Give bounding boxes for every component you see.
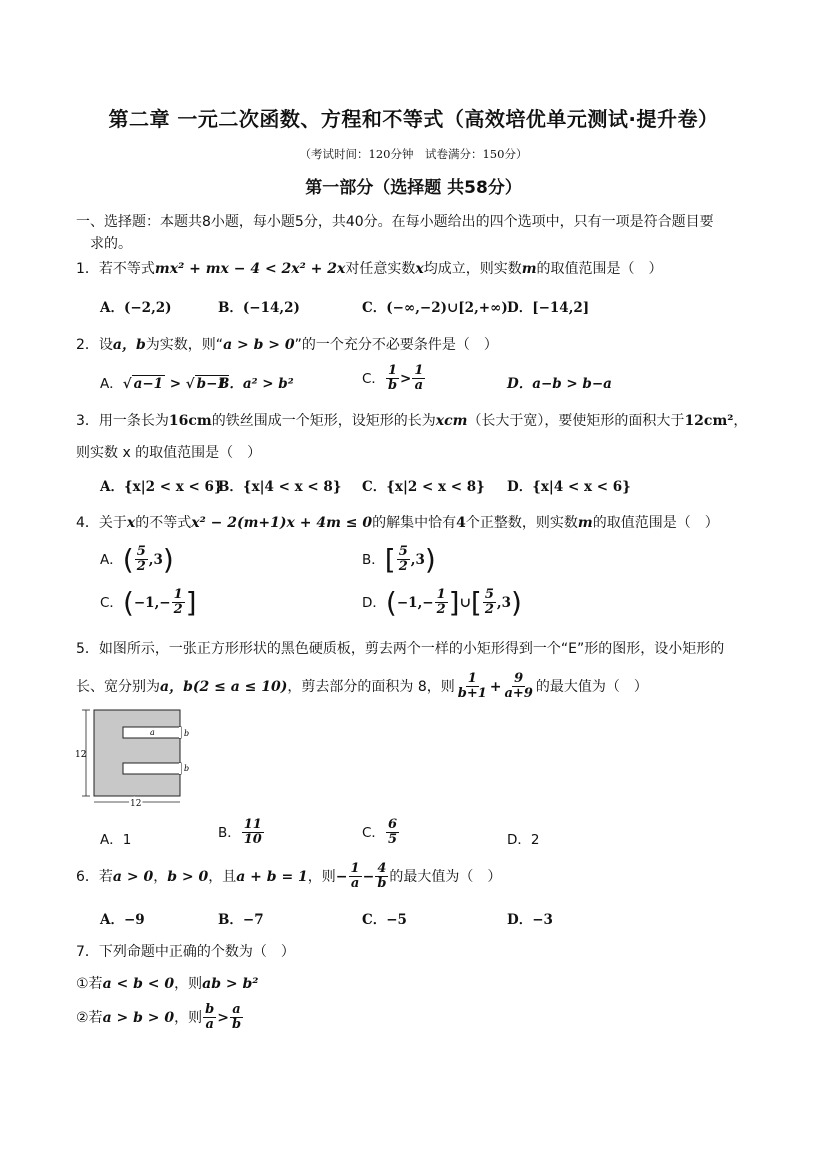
bound: 3 xyxy=(415,551,425,568)
q5-option-b[interactable] xyxy=(218,818,265,848)
frac-den: a xyxy=(414,378,424,394)
e-shape-figure xyxy=(74,706,200,810)
frac-num: 5 xyxy=(398,544,408,559)
option-label: C． xyxy=(100,594,123,611)
gt-sign: > xyxy=(217,1009,229,1026)
q3-option-c[interactable]: C．{x|2 < x < 8} xyxy=(362,479,485,495)
q5-option-c[interactable] xyxy=(362,818,400,848)
q1-option-b[interactable]: B．(−14,2) xyxy=(218,300,300,316)
frac-den: 2 xyxy=(398,559,408,575)
frac-den: 2 xyxy=(136,559,146,575)
q5-text: 的最大值为（ ） xyxy=(535,678,648,695)
frac-num: b xyxy=(205,1002,215,1017)
question-2-stem xyxy=(76,334,498,354)
q5-line1: 5．如图所示，一张正方形形状的黑色硬质板，剪去两个一样的小矩形得到一个“E”形的图形，设小矩形的 xyxy=(76,641,725,657)
q6-cond: a + b = 1 xyxy=(236,868,308,885)
frac-num: 1 xyxy=(387,363,397,378)
statement-label: ①若 xyxy=(76,976,103,992)
q7-cond: a < b < 0 xyxy=(102,976,175,992)
option-label: A． xyxy=(100,376,123,392)
q2-text: 为实数，则“ xyxy=(145,337,224,353)
bound: 3 xyxy=(153,551,163,568)
q6-cond: a > 0 xyxy=(112,868,154,885)
q4-count: 4 xyxy=(456,515,466,531)
q1-var: m xyxy=(521,261,537,277)
q2-a-right: b−1 xyxy=(196,376,227,392)
frac-num: 1 xyxy=(414,363,424,378)
q3-text: ， xyxy=(733,413,748,429)
q3-option-d[interactable]: D．{x|4 < x < 6} xyxy=(507,479,631,495)
q2-a-left: a−1 xyxy=(133,376,164,392)
frac-den: b+1 xyxy=(457,686,487,702)
q2-text: 2．设 xyxy=(76,337,113,353)
frac-num: 5 xyxy=(484,587,494,602)
board-shape xyxy=(94,710,180,796)
q7-result: ab > b² xyxy=(202,976,259,992)
q2-option-a[interactable]: A．√ a−1 > √ b−1 xyxy=(100,376,227,392)
q3-option-b[interactable]: B．{x|4 < x < 8} xyxy=(218,479,342,495)
minus-sign: − xyxy=(362,868,375,885)
section-heading: 第一部分（选择题 共58分） xyxy=(305,178,522,198)
q6-option-a[interactable]: A．−9 xyxy=(100,912,145,928)
q4-expression: x² − 2(m+1)x + 4m ≤ 0 xyxy=(191,515,373,531)
q1-expression: mx² + mx − 4 < 2x² + 2x xyxy=(154,261,346,277)
frac-num: 5 xyxy=(136,544,146,559)
q4-option-d[interactable]: D．(−1,− $\frac{1}{2}$ ]∪[ $\frac{5}{2}$ ,3) xyxy=(362,585,522,619)
q2-option-d[interactable]: D．a−b > b−a xyxy=(507,376,612,392)
q7-statement-1 xyxy=(76,973,258,993)
q7-statement-2 xyxy=(76,1003,244,1033)
q6-text: 的最大值为（ ） xyxy=(389,868,502,885)
q7-text: ，则 xyxy=(174,1009,203,1026)
question-6-stem xyxy=(76,862,501,892)
q7-cond: a > b > 0 xyxy=(102,1009,175,1026)
q1-text: 的取值范围是（ ） xyxy=(536,261,663,277)
bound: −1 xyxy=(133,594,155,611)
q6-cond: b > 0 xyxy=(167,868,209,885)
q1-var: x xyxy=(415,261,424,277)
frac-den: 2 xyxy=(484,602,494,618)
page-title: 第二章 一元二次函数、方程和不等式（高效培优单元测试·提升卷） xyxy=(108,107,719,131)
q1-option-c[interactable]: C．(−∞,−2)∪[2,+∞) xyxy=(362,300,508,316)
option-label: A． xyxy=(100,551,123,568)
q5-vars: a，b(2 ≤ a ≤ 10) xyxy=(160,678,288,695)
q4-option-c[interactable]: C．(−1,− $\frac{1}{2}$ ] xyxy=(100,585,197,619)
frac-den: a+9 xyxy=(504,686,533,702)
q4-text: 的不等式 xyxy=(135,515,192,531)
frac-num: 1 xyxy=(350,861,360,876)
question-3-stem xyxy=(76,410,747,430)
q6-option-b[interactable]: B．−7 xyxy=(218,912,264,928)
q6-text: 6．若 xyxy=(76,868,113,885)
frac-den: b xyxy=(231,1017,242,1033)
q4-text: 的取值范围是（ ） xyxy=(592,515,719,531)
q2-option-b[interactable]: B．a² > b² xyxy=(218,376,294,392)
q2-text: ”的一个充分不必要条件是（ ） xyxy=(294,337,498,353)
option-label: D． xyxy=(362,594,386,611)
q2-vars: a，b xyxy=(112,337,146,353)
q4-option-a[interactable]: A．( $\frac{5}{2}$ ,3) xyxy=(100,542,174,576)
label-a: a xyxy=(150,728,155,737)
label-12-bottom: 12 xyxy=(130,799,142,809)
frac-den: a xyxy=(205,1017,214,1033)
instructions-line2: 求的。 xyxy=(90,236,132,252)
question-4-stem xyxy=(76,512,719,532)
frac-num: 1 xyxy=(436,587,446,602)
q4-var: m xyxy=(577,515,593,531)
frac-num: 6 xyxy=(387,817,397,832)
minus-sign: − xyxy=(335,868,348,885)
q4-var: x xyxy=(126,515,136,531)
bound: 3 xyxy=(501,594,511,611)
q3-length: 16cm xyxy=(168,413,212,429)
cutout-bottom xyxy=(123,763,181,774)
q6-text: ， xyxy=(153,868,168,885)
q4-text: 4．关于 xyxy=(76,515,127,531)
label-b-top: b xyxy=(184,729,190,738)
label-12-left: 12 xyxy=(75,750,87,760)
q4-text: 个正整数，则实数 xyxy=(465,515,578,531)
option-label: C． xyxy=(362,370,385,387)
q3-line2: 则实数 x 的取值范围是（ ） xyxy=(76,445,262,461)
q2-option-c[interactable]: C． $\frac{1}{b}$ > $\frac{1}{a}$ xyxy=(362,363,424,394)
q1-option-a[interactable]: A．(−2,2) xyxy=(100,300,172,316)
exam-info: （考试时间：120分钟 试卷满分：150分） xyxy=(299,147,528,161)
q2-condition: a > b > 0 xyxy=(223,337,295,353)
q1-number: 1．若不等式 xyxy=(76,261,155,277)
frac-den: 2 xyxy=(436,602,446,618)
frac-den: a xyxy=(350,876,360,892)
frac-num: 4 xyxy=(377,861,387,876)
q1-option-d[interactable]: D．[−14,2] xyxy=(507,300,590,316)
q5-text: ，剪去部分的面积为 8，则 xyxy=(287,678,455,695)
frac-num: 9 xyxy=(514,671,524,686)
q3-area: 12cm² xyxy=(684,413,734,429)
q3-text: （长大于宽），要使矩形的面积大于 xyxy=(467,413,685,429)
q4-text: 的解集中恰有 xyxy=(372,515,457,531)
frac-den: 5 xyxy=(387,832,397,848)
option-label: B． xyxy=(218,824,241,841)
q6-option-c[interactable]: C．−5 xyxy=(362,912,407,928)
instructions-line1: 一、选择题：本题共8小题，每小题5分，共40分。在每小题给出的四个选项中，只有一项是符合题目要 xyxy=(76,214,714,230)
plus-sign: + xyxy=(489,678,502,695)
q5-text: 长、宽分别为 xyxy=(76,678,160,695)
label-b-bottom: b xyxy=(184,764,190,773)
q3-var: xcm xyxy=(435,413,468,429)
q1-text: 均成立，则实数 xyxy=(423,261,522,277)
q5-option-a[interactable]: A．1 xyxy=(100,832,132,848)
frac-den: 2 xyxy=(173,602,183,618)
q3-text: 3．用一条长为 xyxy=(76,413,169,429)
question-7-stem: 7．下列命题中正确的个数为（ ） xyxy=(76,944,295,960)
frac-den: 10 xyxy=(243,832,262,848)
bound: −1 xyxy=(396,594,418,611)
frac-num: 1 xyxy=(173,587,183,602)
q6-option-d[interactable]: D．−3 xyxy=(507,912,553,928)
frac-num: 1 xyxy=(467,671,477,686)
q7-text: ，则 xyxy=(174,976,203,992)
q1-text: 对任意实数 xyxy=(345,261,416,277)
option-label: C． xyxy=(362,824,385,841)
q3-option-a[interactable]: A．{x|2 < x < 6} xyxy=(100,479,223,495)
q6-text: ，且 xyxy=(208,868,237,885)
option-label: B． xyxy=(362,551,385,568)
frac-num: 11 xyxy=(243,817,262,832)
frac-den: b xyxy=(377,876,387,892)
frac-den: b xyxy=(387,378,398,394)
question-1-stem xyxy=(76,258,663,278)
q3-text: 的铁丝围成一个矩形，设矩形的长为 xyxy=(211,413,436,429)
question-5-stem xyxy=(76,672,648,702)
q5-option-d[interactable]: D．2 xyxy=(507,832,540,848)
q6-text: ，则 xyxy=(307,868,336,885)
frac-num: a xyxy=(232,1002,241,1017)
statement-label: ②若 xyxy=(76,1009,103,1026)
q4-option-b[interactable]: B．[ $\frac{5}{2}$ ,3) xyxy=(362,542,436,576)
